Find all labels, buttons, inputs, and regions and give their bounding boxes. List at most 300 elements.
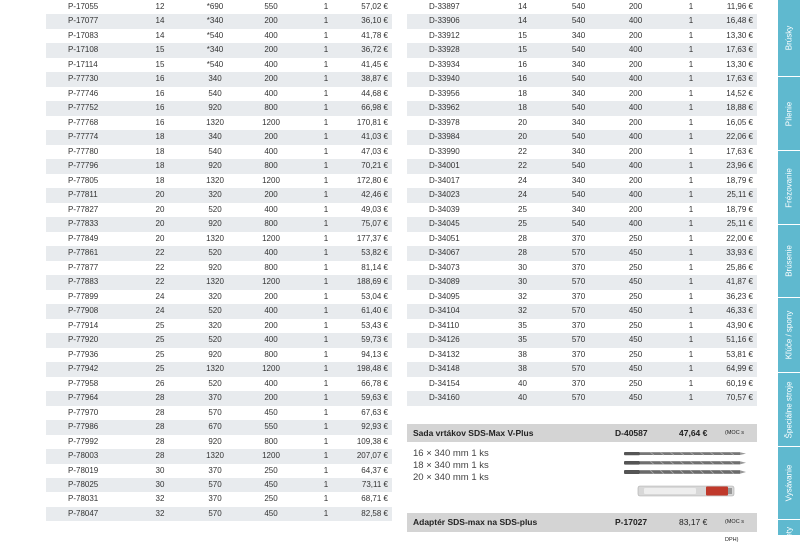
- order-code-cell: P-77970: [46, 406, 133, 420]
- order-code-cell: D-33990: [407, 145, 495, 159]
- total-length-cell: 520: [187, 246, 243, 260]
- working-length-cell: 400: [243, 58, 299, 72]
- diameter-cell: 40: [495, 391, 550, 405]
- order-code-cell: D-34051: [407, 232, 495, 246]
- total-length-cell: 540: [550, 217, 607, 231]
- order-code-cell: D-33962: [407, 101, 495, 115]
- total-length-cell: 540: [550, 159, 607, 173]
- total-length-cell: 920: [187, 261, 243, 275]
- working-length-cell: 250: [607, 377, 664, 391]
- total-length-cell: 570: [187, 507, 243, 521]
- quantity-cell: 1: [664, 145, 718, 159]
- table-row: [407, 319, 757, 333]
- total-length-cell: 570: [550, 246, 607, 260]
- order-code-cell: D-34073: [407, 261, 495, 275]
- total-length-cell: 540: [550, 188, 607, 202]
- quantity-cell: 1: [664, 304, 718, 318]
- table-row: [407, 14, 757, 28]
- order-code-cell: D-34160: [407, 391, 495, 405]
- category-sidebar: [778, 0, 800, 544]
- total-length-cell: 340: [550, 87, 607, 101]
- quantity-cell: 1: [664, 188, 718, 202]
- total-length-cell: *340: [187, 43, 243, 57]
- working-length-cell: 200: [243, 290, 299, 304]
- quantity-cell: 1: [664, 261, 718, 275]
- order-code-cell: P-77914: [46, 319, 133, 333]
- price-cell: 59,63 €: [353, 391, 392, 405]
- order-code-cell: D-34132: [407, 348, 495, 362]
- diameter-cell: 40: [495, 377, 550, 391]
- table-row: [407, 275, 757, 289]
- diameter-cell: 24: [495, 188, 550, 202]
- quantity-cell: 1: [299, 87, 353, 101]
- order-code-cell: P-77811: [46, 188, 133, 202]
- drill-case-icon: [638, 486, 734, 496]
- order-code-cell: P-17077: [46, 14, 133, 28]
- order-code-cell: P-77958: [46, 377, 133, 391]
- quantity-cell: 1: [664, 159, 718, 173]
- sidebar-tab-kluce-spony[interactable]: Kľúče / spony: [778, 298, 800, 373]
- price-cell: 18,79 €: [718, 203, 757, 217]
- total-length-cell: 570: [550, 333, 607, 347]
- size-line: 18 × 340 mm 1 ks: [413, 460, 489, 471]
- product-name: Sada vrtákov SDS-Max V-Plus: [413, 428, 534, 438]
- quantity-cell: 1: [299, 333, 353, 347]
- order-code-cell: D-34067: [407, 246, 495, 260]
- working-length-cell: 250: [243, 492, 299, 506]
- quantity-cell: 1: [299, 72, 353, 86]
- quantity-cell: 1: [664, 0, 718, 14]
- order-code-cell: D-34154: [407, 377, 495, 391]
- quantity-cell: 1: [299, 0, 353, 14]
- working-length-cell: 400: [607, 101, 664, 115]
- quantity-cell: 1: [299, 101, 353, 115]
- price-cell: 23,96 €: [718, 159, 757, 173]
- price-cell: 57,02 €: [353, 0, 392, 14]
- quantity-cell: 1: [664, 87, 718, 101]
- diameter-cell: 32: [495, 304, 550, 318]
- diameter-cell: 16: [133, 116, 187, 130]
- table-row: [46, 478, 392, 492]
- price-cell: 41,45 €: [353, 58, 392, 72]
- total-length-cell: 520: [187, 377, 243, 391]
- total-length-cell: 570: [550, 362, 607, 376]
- order-code-cell: D-33984: [407, 130, 495, 144]
- quantity-cell: 1: [664, 29, 718, 43]
- total-length-cell: 340: [550, 58, 607, 72]
- working-length-cell: 250: [607, 319, 664, 333]
- total-length-cell: 540: [187, 145, 243, 159]
- total-length-cell: 1320: [187, 275, 243, 289]
- total-length-cell: 540: [550, 130, 607, 144]
- working-length-cell: 400: [243, 145, 299, 159]
- quantity-cell: 1: [299, 464, 353, 478]
- quantity-cell: 1: [664, 72, 718, 86]
- total-length-cell: 540: [550, 101, 607, 115]
- price-cell: 49,03 €: [353, 203, 392, 217]
- working-length-cell: 200: [607, 116, 664, 130]
- total-length-cell: 370: [550, 348, 607, 362]
- sidebar-tab-pilenie[interactable]: Pílenie: [778, 77, 800, 151]
- diameter-cell: 16: [495, 58, 550, 72]
- total-length-cell: 540: [187, 87, 243, 101]
- price-cell: 14,52 €: [718, 87, 757, 101]
- price-cell: 41,03 €: [353, 130, 392, 144]
- quantity-cell: 1: [299, 130, 353, 144]
- quantity-cell: 1: [664, 232, 718, 246]
- diameter-cell: 20: [495, 130, 550, 144]
- product-header: [407, 424, 757, 442]
- total-length-cell: 540: [550, 0, 607, 14]
- working-length-cell: 200: [607, 87, 664, 101]
- table-row: [407, 188, 757, 202]
- total-length-cell: 340: [550, 174, 607, 188]
- total-length-cell: 920: [187, 348, 243, 362]
- total-length-cell: 370: [187, 391, 243, 405]
- quantity-cell: 1: [299, 449, 353, 463]
- price-cell: 172,80 €: [353, 174, 392, 188]
- total-length-cell: 670: [187, 420, 243, 434]
- diameter-cell: 32: [495, 290, 550, 304]
- price-cell: 33,93 €: [718, 246, 757, 260]
- diameter-cell: 18: [495, 101, 550, 115]
- price-cell: 94,13 €: [353, 348, 392, 362]
- table-row: [46, 449, 392, 463]
- working-length-cell: 1200: [243, 116, 299, 130]
- diameter-cell: 20: [133, 232, 187, 246]
- diameter-cell: 35: [495, 319, 550, 333]
- total-length-cell: 340: [187, 130, 243, 144]
- table-row: [46, 188, 392, 202]
- sidebar-tab-partial[interactable]: Sety: [784, 526, 794, 544]
- diameter-cell: 28: [495, 246, 550, 260]
- working-length-cell: 200: [243, 130, 299, 144]
- total-length-cell: 570: [550, 391, 607, 405]
- table-row: [407, 290, 757, 304]
- quantity-cell: 1: [299, 14, 353, 28]
- diameter-cell: 16: [133, 101, 187, 115]
- working-length-cell: 800: [243, 101, 299, 115]
- quantity-cell: 1: [664, 377, 718, 391]
- table-row: [46, 87, 392, 101]
- drill-bit-icon: [624, 452, 746, 455]
- quantity-cell: 1: [664, 217, 718, 231]
- working-length-cell: 1200: [243, 174, 299, 188]
- table-row: [407, 101, 757, 115]
- quantity-cell: 1: [299, 43, 353, 57]
- diameter-cell: 25: [495, 203, 550, 217]
- diameter-cell: 28: [133, 391, 187, 405]
- order-code-cell: P-77796: [46, 159, 133, 173]
- product-detail: [407, 442, 757, 512]
- price-cell: 46,33 €: [718, 304, 757, 318]
- price-cell: 17,63 €: [718, 43, 757, 57]
- working-length-cell: 400: [243, 377, 299, 391]
- quantity-cell: 1: [664, 362, 718, 376]
- diameter-cell: 20: [133, 217, 187, 231]
- price-cell: 92,93 €: [353, 420, 392, 434]
- price-cell: 18,88 €: [718, 101, 757, 115]
- table-row: [407, 377, 757, 391]
- table-row: [407, 246, 757, 260]
- price-cell: 16,05 €: [718, 116, 757, 130]
- order-code-cell: P-77964: [46, 391, 133, 405]
- working-length-cell: 400: [243, 246, 299, 260]
- quantity-cell: 1: [299, 203, 353, 217]
- price-cell: 22,00 €: [718, 232, 757, 246]
- total-length-cell: 340: [550, 145, 607, 159]
- right-price-table: [407, 0, 757, 406]
- price-cell: 13,30 €: [718, 58, 757, 72]
- total-length-cell: 1320: [187, 174, 243, 188]
- price-cell: 43,90 €: [718, 319, 757, 333]
- price-cell: 17,63 €: [718, 72, 757, 86]
- order-code-cell: D-34126: [407, 333, 495, 347]
- quantity-cell: 1: [664, 58, 718, 72]
- table-row: [46, 261, 392, 275]
- order-code-cell: P-77899: [46, 290, 133, 304]
- order-code-cell: P-77827: [46, 203, 133, 217]
- working-length-cell: 550: [243, 420, 299, 434]
- quantity-cell: 1: [299, 507, 353, 521]
- price-cell: 22,06 €: [718, 130, 757, 144]
- order-code-cell: D-34001: [407, 159, 495, 173]
- order-code-cell: P-77920: [46, 333, 133, 347]
- diameter-cell: 28: [133, 406, 187, 420]
- order-code-cell: P-77861: [46, 246, 133, 260]
- order-code-cell: D-33934: [407, 58, 495, 72]
- quantity-cell: 1: [299, 188, 353, 202]
- working-length-cell: 400: [607, 217, 664, 231]
- price-cell: 38,87 €: [353, 72, 392, 86]
- price-cell: 60,19 €: [718, 377, 757, 391]
- quantity-cell: 1: [299, 290, 353, 304]
- price-cell: 16,48 €: [718, 14, 757, 28]
- price-cell: 36,10 €: [353, 14, 392, 28]
- total-length-cell: 370: [187, 492, 243, 506]
- quantity-cell: 1: [664, 246, 718, 260]
- diameter-cell: 18: [133, 145, 187, 159]
- order-code-cell: P-77986: [46, 420, 133, 434]
- diameter-cell: 25: [133, 319, 187, 333]
- order-code-cell: P-77883: [46, 275, 133, 289]
- diameter-cell: 18: [133, 174, 187, 188]
- order-code-cell: D-34017: [407, 174, 495, 188]
- price-cell: 81,14 €: [353, 261, 392, 275]
- price-cell: 25,11 €: [718, 217, 757, 231]
- quantity-cell: 1: [664, 275, 718, 289]
- working-length-cell: 200: [607, 58, 664, 72]
- order-code-cell: P-77849: [46, 232, 133, 246]
- quantity-cell: 1: [664, 290, 718, 304]
- diameter-cell: 22: [495, 159, 550, 173]
- total-length-cell: 340: [550, 116, 607, 130]
- price-cell: 25,11 €: [718, 188, 757, 202]
- price-cell: 61,40 €: [353, 304, 392, 318]
- diameter-cell: 15: [495, 29, 550, 43]
- working-length-cell: 250: [607, 348, 664, 362]
- price-cell: 82,58 €: [353, 507, 392, 521]
- price-cell: 73,11 €: [353, 478, 392, 492]
- vat-note: (MOC s: [725, 430, 744, 436]
- order-code-cell: D-34110: [407, 319, 495, 333]
- working-length-cell: 1200: [243, 232, 299, 246]
- quantity-cell: 1: [299, 391, 353, 405]
- table-row: [46, 319, 392, 333]
- quantity-cell: 1: [664, 319, 718, 333]
- quantity-cell: 1: [299, 420, 353, 434]
- product-code: D-40587: [615, 428, 648, 438]
- total-length-cell: 920: [187, 217, 243, 231]
- table-row: [46, 377, 392, 391]
- working-length-cell: 450: [243, 507, 299, 521]
- diameter-cell: 30: [495, 275, 550, 289]
- table-row: [46, 435, 392, 449]
- table-row: [46, 217, 392, 231]
- diameter-cell: 22: [495, 145, 550, 159]
- order-code-cell: D-34104: [407, 304, 495, 318]
- price-cell: 53,43 €: [353, 319, 392, 333]
- total-length-cell: 340: [550, 203, 607, 217]
- table-row: [46, 348, 392, 362]
- table-row: [46, 116, 392, 130]
- price-cell: 109,38 €: [353, 435, 392, 449]
- diameter-cell: 24: [133, 290, 187, 304]
- total-length-cell: 540: [550, 14, 607, 28]
- total-length-cell: *340: [187, 14, 243, 28]
- working-length-cell: 800: [243, 348, 299, 362]
- price-cell: 64,99 €: [718, 362, 757, 376]
- total-length-cell: 920: [187, 435, 243, 449]
- order-code-cell: D-33912: [407, 29, 495, 43]
- quantity-cell: 1: [664, 116, 718, 130]
- diameter-cell: 18: [133, 159, 187, 173]
- price-cell: 66,78 €: [353, 377, 392, 391]
- price-cell: 66,98 €: [353, 101, 392, 115]
- total-length-cell: 520: [187, 304, 243, 318]
- working-length-cell: 400: [243, 304, 299, 318]
- order-code-cell: D-33906: [407, 14, 495, 28]
- table-row: [46, 492, 392, 506]
- sidebar-tab-specialne-stroje[interactable]: Špeciálne stroje: [778, 373, 800, 447]
- table-row: [407, 43, 757, 57]
- total-length-cell: 570: [187, 478, 243, 492]
- table-row: [407, 29, 757, 43]
- price-cell: 41,78 €: [353, 29, 392, 43]
- order-code-cell: D-33956: [407, 87, 495, 101]
- total-length-cell: 540: [550, 43, 607, 57]
- diameter-cell: 22: [133, 275, 187, 289]
- quantity-cell: 1: [299, 116, 353, 130]
- working-length-cell: 1200: [243, 275, 299, 289]
- left-price-table: [46, 0, 392, 521]
- total-length-cell: 370: [550, 232, 607, 246]
- order-code-cell: P-77936: [46, 348, 133, 362]
- quantity-cell: 1: [664, 348, 718, 362]
- working-length-cell: 250: [243, 464, 299, 478]
- price-cell: 11,96 €: [718, 0, 757, 14]
- diameter-cell: 25: [133, 348, 187, 362]
- table-row: [46, 174, 392, 188]
- diameter-cell: 16: [133, 87, 187, 101]
- price-cell: 13,30 €: [718, 29, 757, 43]
- order-code-cell: P-78025: [46, 478, 133, 492]
- working-length-cell: 400: [243, 333, 299, 347]
- quantity-cell: 1: [299, 492, 353, 506]
- quantity-cell: 1: [664, 130, 718, 144]
- size-line: 16 × 340 mm 1 ks: [413, 448, 489, 459]
- working-length-cell: 200: [243, 14, 299, 28]
- vat-note: (MOC s DPH): [725, 519, 744, 543]
- working-length-cell: 400: [243, 203, 299, 217]
- diameter-cell: 18: [133, 130, 187, 144]
- table-row: [407, 348, 757, 362]
- quantity-cell: 1: [299, 319, 353, 333]
- quantity-cell: 1: [664, 14, 718, 28]
- order-code-cell: D-33897: [407, 0, 495, 14]
- diameter-cell: 38: [495, 362, 550, 376]
- sidebar-tab-brusky[interactable]: Brúsky: [778, 0, 800, 77]
- sidebar-tab-frezovanie[interactable]: Frézovanie: [778, 151, 800, 225]
- order-code-cell: D-34023: [407, 188, 495, 202]
- total-length-cell: *540: [187, 29, 243, 43]
- table-row: [407, 58, 757, 72]
- order-code-cell: P-78019: [46, 464, 133, 478]
- sidebar-tab-brusenie[interactable]: Brúsenie: [778, 225, 800, 298]
- total-length-cell: 320: [187, 319, 243, 333]
- table-row: [46, 507, 392, 521]
- total-length-cell: *690: [187, 0, 243, 14]
- price-cell: 42,46 €: [353, 188, 392, 202]
- order-code-cell: P-77752: [46, 101, 133, 115]
- order-code-cell: P-77877: [46, 261, 133, 275]
- working-length-cell: 250: [607, 290, 664, 304]
- table-row: [407, 174, 757, 188]
- working-length-cell: 450: [607, 275, 664, 289]
- total-length-cell: 520: [187, 203, 243, 217]
- diameter-cell: 20: [495, 116, 550, 130]
- quantity-cell: 1: [664, 174, 718, 188]
- working-length-cell: 550: [243, 0, 299, 14]
- working-length-cell: 200: [243, 43, 299, 57]
- total-length-cell: 540: [550, 72, 607, 86]
- working-length-cell: 200: [243, 188, 299, 202]
- quantity-cell: 1: [299, 377, 353, 391]
- quantity-cell: 1: [299, 348, 353, 362]
- diameter-cell: 26: [133, 377, 187, 391]
- quantity-cell: 1: [299, 406, 353, 420]
- diameter-cell: 35: [495, 333, 550, 347]
- table-row: [46, 101, 392, 115]
- working-length-cell: 400: [243, 87, 299, 101]
- order-code-cell: P-17083: [46, 29, 133, 43]
- table-row: [46, 362, 392, 376]
- working-length-cell: 400: [607, 43, 664, 57]
- table-row: [407, 145, 757, 159]
- table-row: [46, 58, 392, 72]
- diameter-cell: 16: [495, 72, 550, 86]
- sidebar-tab-vysavanie[interactable]: Vysávanie: [778, 447, 800, 520]
- order-code-cell: D-33940: [407, 72, 495, 86]
- diameter-cell: 25: [133, 362, 187, 376]
- quantity-cell: 1: [664, 333, 718, 347]
- diameter-cell: 28: [133, 435, 187, 449]
- diameter-cell: 28: [133, 420, 187, 434]
- product-code: P-17027: [615, 517, 648, 527]
- drill-set-image: [620, 446, 755, 506]
- price-cell: 41,87 €: [718, 275, 757, 289]
- quantity-cell: 1: [299, 261, 353, 275]
